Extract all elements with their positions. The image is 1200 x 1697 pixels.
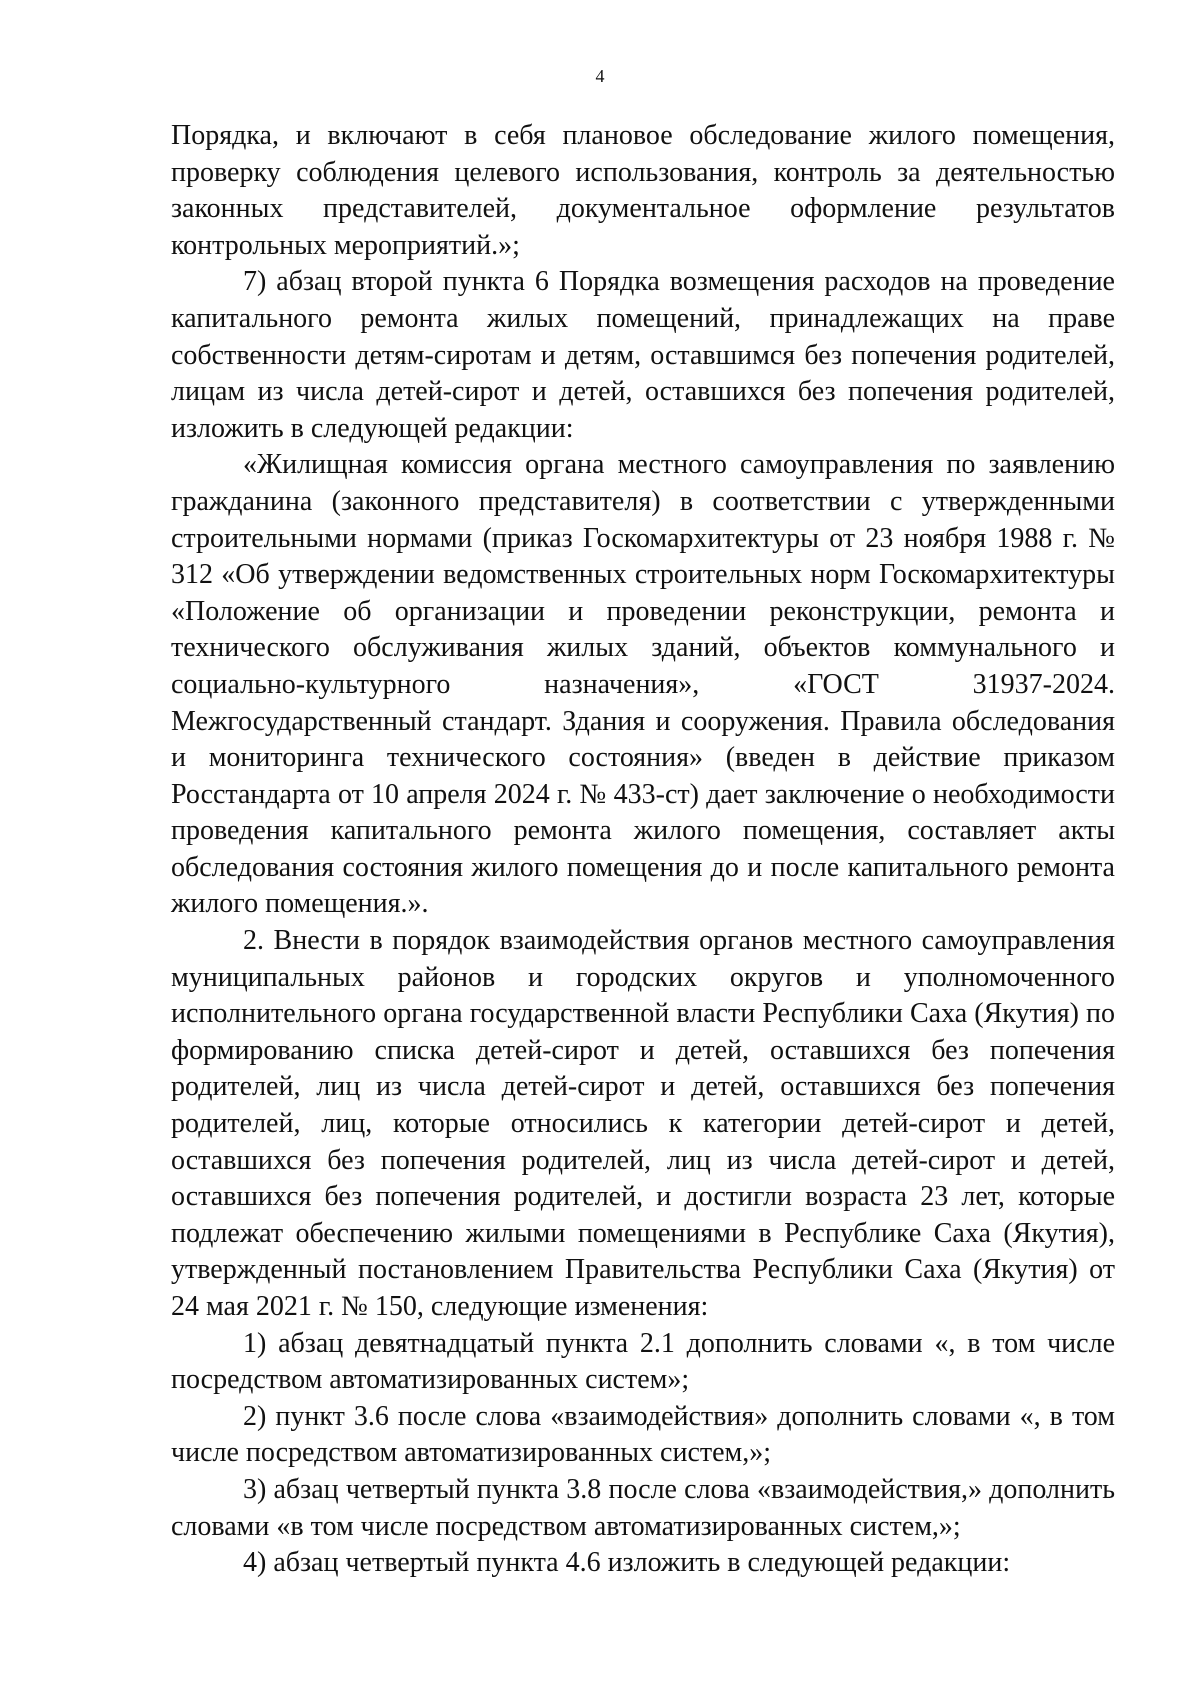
- paragraph-change-1: 1) абзац девятнадцатый пункта 2.1 дополнить словами «, в том числе посредством автоматизированных систем»;: [171, 1327, 1115, 1396]
- paragraph-quoted-amendment: «Жилищная комиссия органа местного самоуправления по заявлению гражданина (законного представителя) в соответствии с утвержденными строительными нормами (приказ Госкомархитектуры от 23 ноября 1988 г. № 312 «Об утверждении ведомственных строительных норм Госкомархитектуры «Положение об организации и проведении реконструкции, ремонта и технического обслуживания жилых зданий, объектов коммунального и социально-культурного назначения», «ГОСТ 31937-2024. Межгосударственный стандарт. Здания и сооружения. Правила обследования и мониторинга технического состояния» (введен в действие приказом Росстандарта от 10 апреля 2024 г. № 433-ст) дает заключение о необходимости проведения капитального ремонта жилого помещения, составляет акты обследования состояния жилого помещения до и после капитального ремонта жилого помещения.».: [171, 449, 1115, 920]
- paragraph-change-2: 2) пункт 3.6 после слова «взаимодействия» дополнить словами «, в том числе посредством автоматизированных систем,»;: [171, 1400, 1115, 1469]
- paragraph-change-3: 3) абзац четвертый пункта 3.8 после слова «взаимодействия,» дополнить словами «в том числе посредством автоматизированных систем,»;: [171, 1473, 1115, 1542]
- document-body: [171, 118, 1115, 1582]
- paragraph-continuation: Порядка, и включают в себя плановое обследование жилого помещения, проверку соблюдения целевого использования, контроль за деятельностью законных представителей, документальное оформление результатов контрольных мероприятий.»;: [171, 120, 1115, 261]
- paragraph-item-7: 7) абзац второй пункта 6 Порядка возмещения расходов на проведение капитального ремонта жилых помещений, принадлежащих на праве собственности детям-сиротам и детям, оставшимся без попечения родителей, лицам из числа детей-сирот и детей, оставшихся без попечения родителей, изложить в следующей редакции:: [171, 266, 1115, 444]
- paragraph-section-2: 2. Внести в порядок взаимодействия органов местного самоуправления муниципальных районов и городских округов и уполномоченного исполнительного органа государственной власти Республики Саха (Якутия) по формированию списка детей-сирот и детей, оставшихся без попечения родителей, лиц из числа детей-сирот и детей, оставшихся без попечения родителей, лиц, которые относились к категории детей-сирот и детей, оставшихся без попечения родителей, лиц из числа детей-сирот и детей, оставшихся без попечения родителей, и достигли возраста 23 лет, которые подлежат обеспечению жилыми помещениями в Республике Саха (Якутия), утвержденный постановлением Правительства Республики Саха (Якутия) от 24 мая 2021 г. № 150, следующие изменения:: [171, 925, 1115, 1322]
- page-number: 4: [595, 66, 605, 86]
- paragraph-change-4: 4) абзац четвертый пункта 4.6 изложить в следующей редакции:: [243, 1547, 1011, 1579]
